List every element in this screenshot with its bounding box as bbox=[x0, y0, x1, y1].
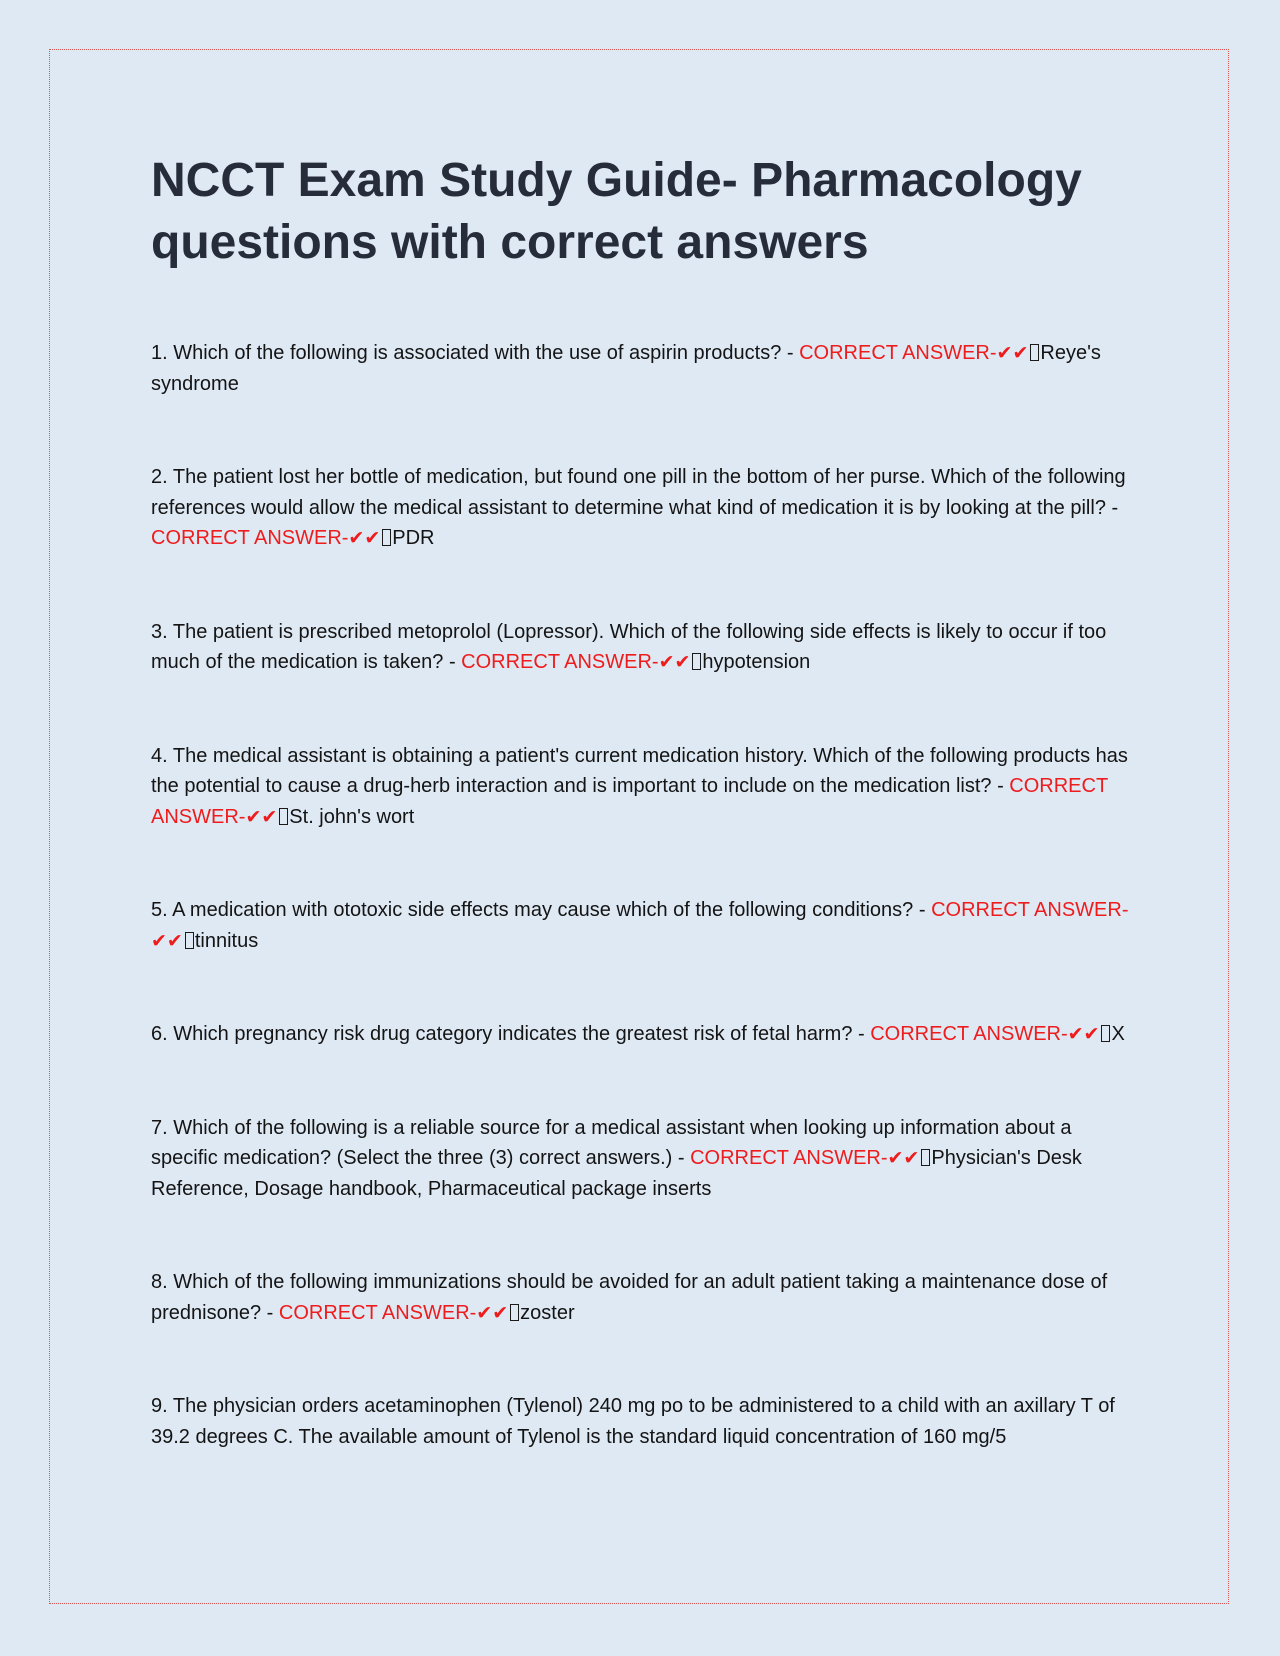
box-icon bbox=[692, 653, 701, 670]
correct-answer-label: CORRECT ANSWER- bbox=[799, 342, 997, 364]
question-text: 9. The physician orders acetaminophen (Tylenol) 240 mg po to be administered to a child with an axillary T of 39.2 degrees C. The available amount of Tylenol is the standard liquid concentration of 160 mg/5 bbox=[151, 1395, 1115, 1448]
check-icon: ✔✔ bbox=[1067, 1023, 1100, 1045]
list-item bbox=[151, 1019, 1136, 1050]
question-text: 2. The patient lost her bottle of medication, but found one pill in the bottom of her purse. Which of the following references would allow the medical assistant to determine what kind of medication it is by looking at the pill? - bbox=[151, 466, 1126, 519]
box-icon bbox=[279, 808, 288, 825]
list-item bbox=[151, 895, 1136, 956]
question-text: 8. Which of the following immunizations should be avoided for an adult patient taking a maintenance dose of prednisone? - bbox=[151, 1271, 1108, 1324]
check-icon: ✔✔ bbox=[476, 1301, 509, 1324]
answer-text: X bbox=[1111, 1023, 1125, 1045]
check-icon: ✔✔ bbox=[348, 527, 381, 549]
list-item bbox=[151, 1267, 1136, 1328]
list-item bbox=[151, 1391, 1136, 1452]
list-item bbox=[151, 617, 1136, 678]
question-text: 1. Which of the following is associated with the use of aspirin products? - bbox=[151, 342, 800, 364]
box-icon bbox=[1030, 344, 1039, 361]
box-icon bbox=[1101, 1025, 1110, 1042]
check-icon: ✔✔ bbox=[887, 1147, 920, 1169]
list-item bbox=[151, 338, 1136, 399]
check-icon: ✔✔ bbox=[996, 342, 1029, 364]
page-title: NCCT Exam Study Guide- Pharmacology questions with correct answers bbox=[151, 154, 1082, 269]
list-item bbox=[151, 1113, 1136, 1205]
box-icon bbox=[185, 932, 194, 949]
answer-text: Reye's syndrome bbox=[151, 342, 1101, 395]
box-icon bbox=[921, 1149, 930, 1166]
correct-answer-label: CORRECT ANSWER- bbox=[690, 1147, 888, 1169]
question-text: 6. Which pregnancy risk drug category indicates the greatest risk of fetal harm? - bbox=[151, 1023, 871, 1045]
list-item bbox=[151, 741, 1136, 833]
check-icon: ✔✔ bbox=[658, 651, 691, 673]
check-icon: ✔✔ bbox=[245, 805, 278, 828]
question-text: 5. A medication with ototoxic side effects may cause which of the following conditions? - bbox=[151, 899, 932, 921]
answer-text: tinnitus bbox=[194, 929, 259, 952]
correct-answer-label: CORRECT ANSWER- bbox=[151, 775, 1108, 828]
question-text: 4. The medical assistant is obtaining a patient's current medication history. Which of the following products has the potential to cause a drug-herb interaction and is important to include on the medication list? - bbox=[151, 744, 1128, 797]
correct-answer-label: CORRECT ANSWER- bbox=[931, 899, 1129, 921]
list-item bbox=[151, 462, 1136, 554]
check-icon: ✔✔ bbox=[151, 929, 183, 952]
correct-answer-label: CORRECT ANSWER- bbox=[870, 1023, 1068, 1045]
answer-text: hypotension bbox=[702, 651, 811, 673]
box-icon bbox=[510, 1304, 519, 1321]
box-icon bbox=[382, 529, 391, 546]
question-list bbox=[151, 338, 1136, 1515]
question-text: 3. The patient is prescribed metoprolol (Lopressor). Which of the following side effects is likely to occur if too much of the medication is taken? - bbox=[151, 620, 1107, 673]
answer-text: PDR bbox=[392, 527, 435, 549]
answer-text: Physician's Desk Reference, Dosage handbook, Pharmaceutical package inserts bbox=[151, 1147, 1082, 1200]
correct-answer-label: CORRECT ANSWER- bbox=[151, 527, 349, 549]
answer-text: zoster bbox=[520, 1301, 575, 1324]
correct-answer-label: CORRECT ANSWER- bbox=[461, 651, 659, 673]
correct-answer-label: CORRECT ANSWER- bbox=[278, 1301, 477, 1324]
answer-text: St. john's wort bbox=[289, 805, 415, 828]
question-text: 7. Which of the following is a reliable source for a medical assistant when looking up information about a specific medication? (Select the three (3) correct answers.) - bbox=[151, 1116, 1072, 1169]
